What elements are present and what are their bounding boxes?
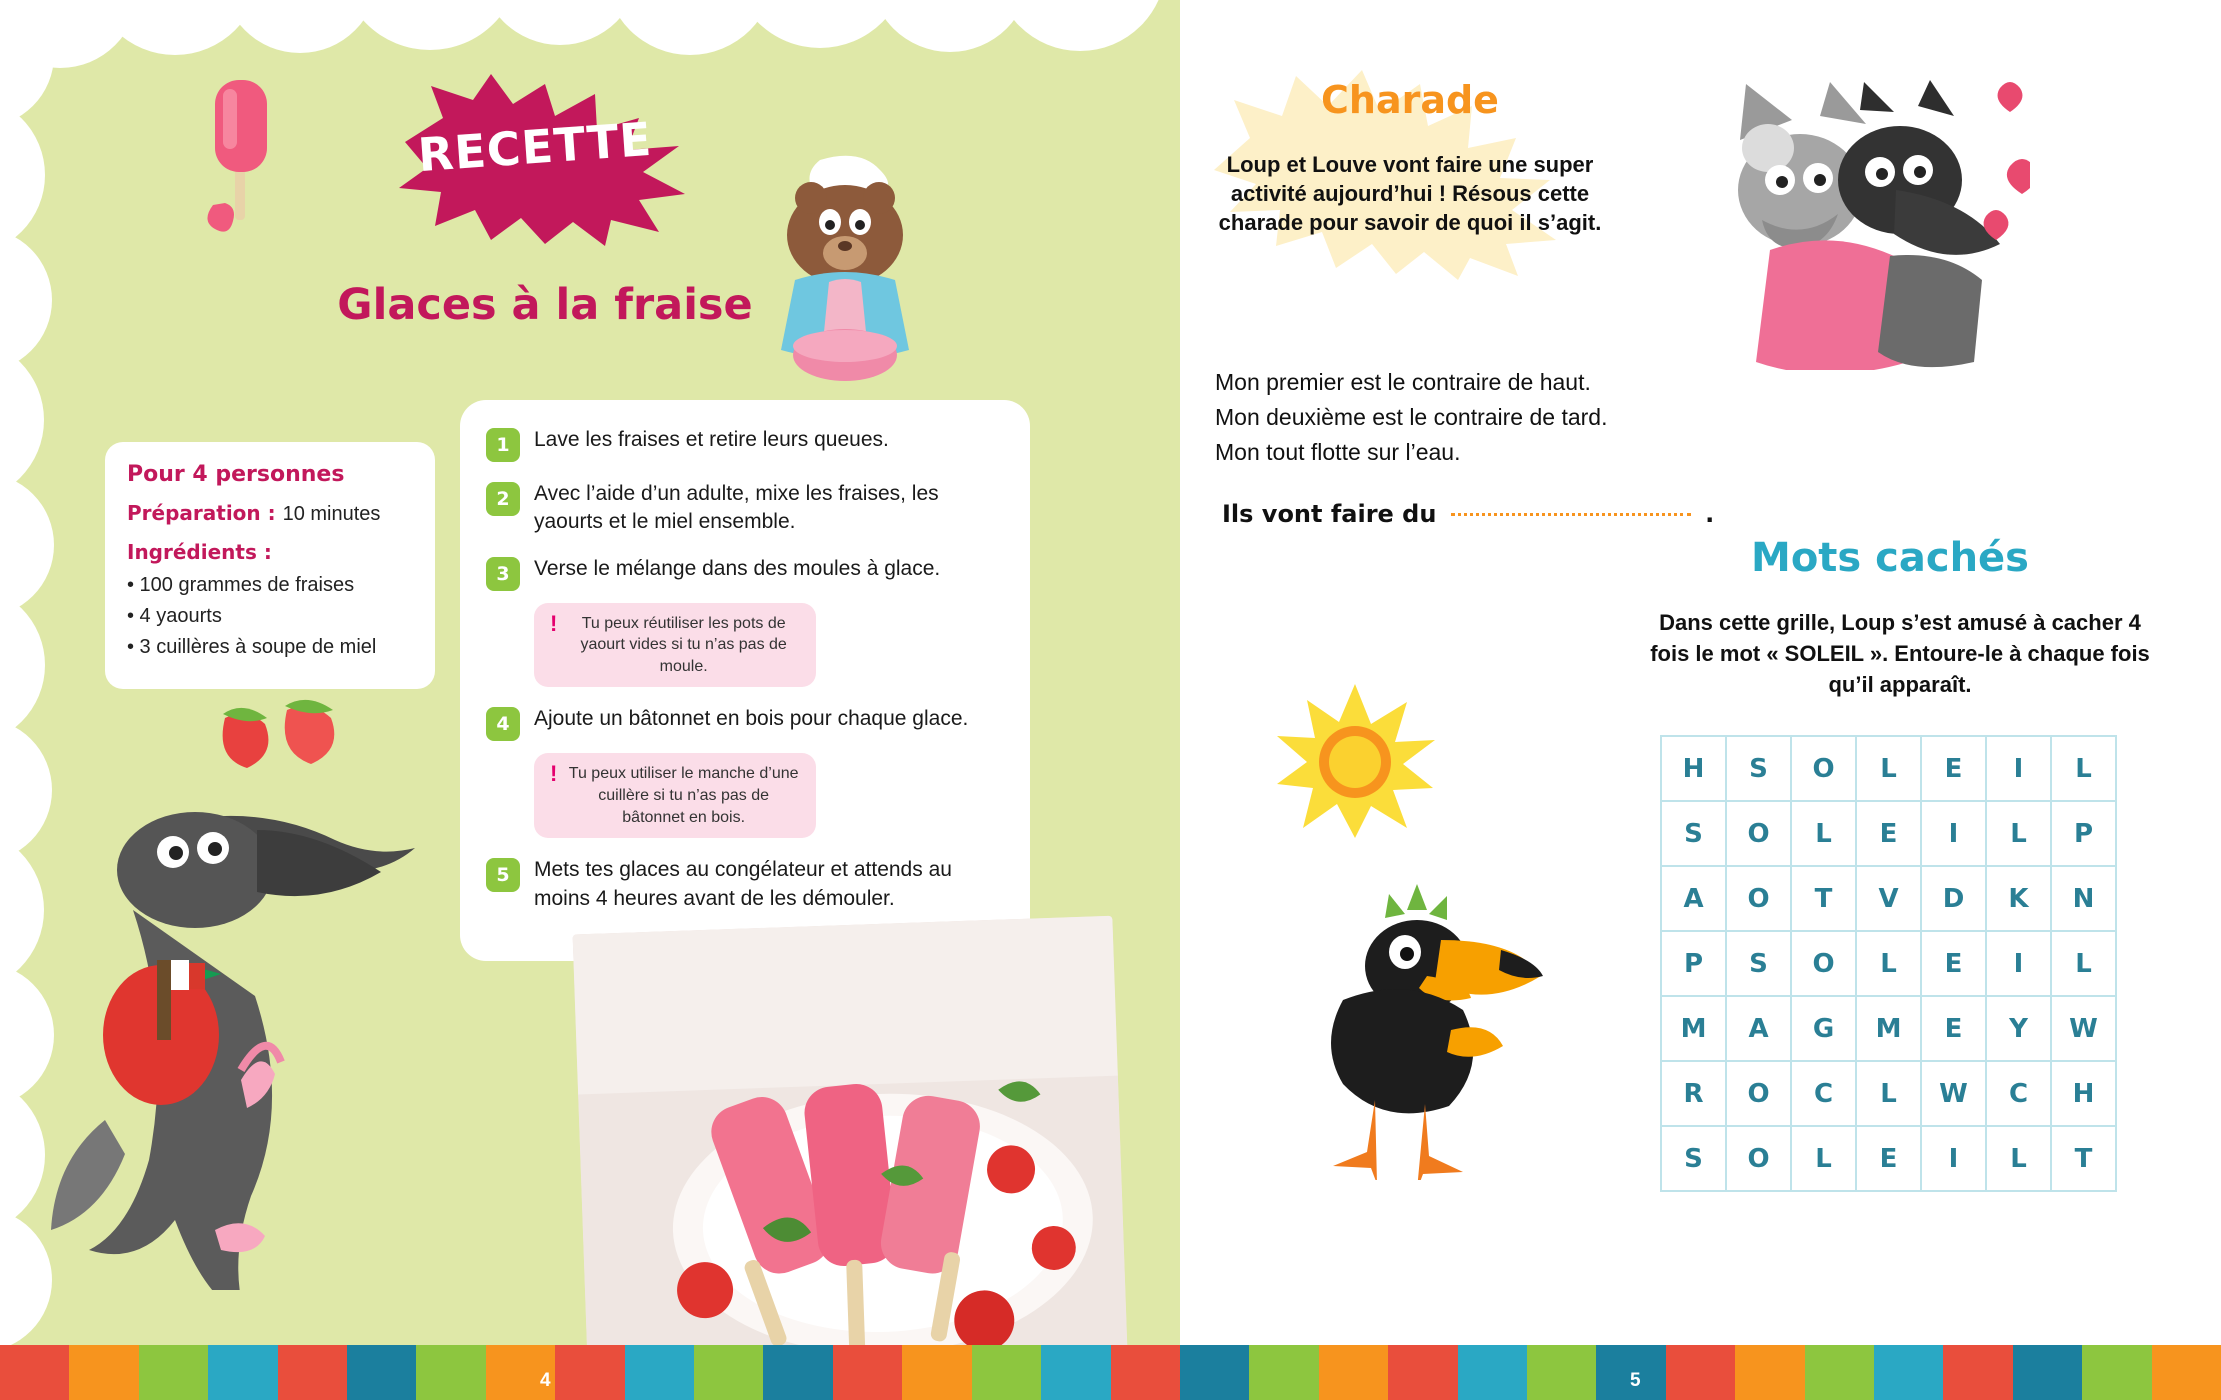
prep-label: Préparation : [127,501,276,525]
recipe-title: Glaces à la fraise [337,280,753,330]
grid-cell[interactable]: R [1661,1061,1726,1126]
color-square [2152,1345,2221,1400]
grid-cell[interactable]: I [1986,931,2051,996]
charade-intro: Loup et Louve vont faire une super activité aujourd’hui ! Résous cette charade pour savoir de quoi il s’agit. [1218,152,1602,236]
grid-cell[interactable]: E [1921,996,1986,1061]
color-square [1666,1345,1735,1400]
sun-illustration [1275,680,1435,840]
steps-card [460,400,1030,961]
grid-cell[interactable]: P [1661,931,1726,996]
color-square [1943,1345,2012,1400]
charade-title: Charade [1321,78,1499,122]
list-item: • 4 yaourts [127,605,222,627]
color-square [902,1345,971,1400]
step-text: Ajoute un bâtonnet en bois pour chaque glace. [534,707,969,731]
grid-cell[interactable]: T [1791,866,1856,931]
tip-box [534,603,816,688]
exclamation-icon: ! [550,610,558,636]
color-square [694,1345,763,1400]
grid-cell[interactable]: M [1661,996,1726,1061]
color-square [278,1345,347,1400]
grid-cell[interactable]: L [1856,736,1921,801]
charade-answer-suffix: . [1705,500,1715,528]
grid-cell[interactable]: I [1921,1126,1986,1191]
grid-cell[interactable]: C [1986,1061,2051,1126]
color-square [1180,1345,1249,1400]
color-square [1249,1345,1318,1400]
mots-caches-title: Mots cachés [1751,535,2029,581]
grid-cell[interactable]: E [1921,736,1986,801]
grid-cell[interactable]: L [2051,736,2116,801]
color-square [625,1345,694,1400]
grid-cell[interactable]: O [1726,801,1791,866]
step-text: Verse le mélange dans des moules à glace. [534,556,941,580]
grid-cell[interactable]: L [1986,1126,2051,1191]
color-square [1874,1345,1943,1400]
grid-cell[interactable]: L [1856,1061,1921,1126]
grid-cell[interactable]: I [1921,801,1986,866]
color-square [1388,1345,1457,1400]
color-square [1735,1345,1804,1400]
bear-cook-illustration [725,150,955,400]
ingredients-list [127,570,413,663]
loup-et-louve-illustration [1700,80,2030,370]
step-number: 4 [486,707,520,741]
charade-riddle-lines [1215,365,1775,470]
charade-answer-row [1222,500,1714,528]
color-square [972,1345,1041,1400]
prep-row [127,501,413,526]
grid-cell[interactable]: H [2051,1061,2116,1126]
tip-box [534,753,816,838]
grid-cell[interactable]: I [1986,736,2051,801]
charade-answer-prefix: Ils vont faire du [1222,500,1437,528]
grid-cell[interactable]: Y [1986,996,2051,1061]
page-number-right: 5 [1630,1370,1641,1391]
grid-cell[interactable]: O [1726,1126,1791,1191]
grid-cell[interactable]: T [2051,1126,2116,1191]
recipe-step [486,705,1004,741]
table-row [1661,996,2116,1061]
recipe-burst [395,72,675,227]
strawberry-popsicles-photo [573,916,1128,1370]
color-square [0,1345,69,1400]
step-text: Avec l’aide d’un adulte, mixe les fraises, les yaourts et le miel ensemble. [534,482,939,534]
table-row [1661,801,2116,866]
recipe-step [486,856,1004,913]
page-number-left: 4 [540,1370,551,1391]
charade-line: Mon deuxième est le contraire de tard. [1215,403,1608,430]
servings-label: Pour 4 personnes [127,462,345,487]
table-row [1661,1126,2116,1191]
wolf-with-backpack-illustration [45,790,465,1290]
list-item: • 100 grammes de fraises [127,574,355,596]
grid-cell[interactable]: L [1791,801,1856,866]
recipe-step [486,555,1004,591]
grid-cell[interactable]: S [1726,931,1791,996]
color-square [1041,1345,1110,1400]
charade-line: Mon tout flotte sur l’eau. [1215,438,1461,465]
grid-cell[interactable]: G [1791,996,1856,1061]
toucan-illustration [1265,880,1595,1180]
grid-cell[interactable]: S [1661,801,1726,866]
grid-cell[interactable]: S [1661,1126,1726,1191]
step-number: 2 [486,482,520,516]
color-square [347,1345,416,1400]
grid-cell[interactable]: W [2051,996,2116,1061]
step-number: 3 [486,557,520,591]
list-item: • 3 cuillères à soupe de miel [127,636,377,658]
grid-cell[interactable]: E [1856,1126,1921,1191]
color-square [763,1345,832,1400]
color-square [1805,1345,1874,1400]
color-square [69,1345,138,1400]
table-row [1661,866,2116,931]
color-square [2082,1345,2151,1400]
recipe-step [486,426,1004,462]
mots-caches-instructions: Dans cette grille, Loup s’est amusé à cacher 4 fois le mot « SOLEIL ». Entoure-le à chaque fois qu’il apparaît. [1650,610,2150,697]
color-square [833,1345,902,1400]
table-row [1661,931,2116,996]
ingredients-label: Ingrédients : [127,540,272,564]
grid-cell[interactable]: S [1726,736,1791,801]
strawberries-illustration [205,690,365,775]
grid-cell[interactable]: V [1856,866,1921,931]
recipe-step [486,480,1004,537]
hearts-illustration [1984,82,2030,240]
grid-cell[interactable]: C [1791,1061,1856,1126]
recipe-burst-label: RECETTE [416,111,654,183]
grid-cell[interactable]: E [1856,801,1921,866]
grid-cell[interactable]: O [1726,866,1791,931]
step-text: Mets tes glaces au congélateur et attends au moins 4 heures avant de les démouler. [534,858,952,910]
color-square [1527,1345,1596,1400]
color-square [208,1345,277,1400]
grid-cell[interactable]: K [1986,866,2051,931]
step-text: Lave les fraises et retire leurs queues. [534,428,889,451]
grid-cell[interactable]: N [2051,866,2116,931]
bottom-color-strip [0,1345,2221,1400]
table-row [1661,736,2116,801]
grid-cell[interactable]: W [1921,1061,1986,1126]
color-square [1319,1345,1388,1400]
prep-value: 10 minutes [282,503,381,525]
grid-cell[interactable]: L [2051,931,2116,996]
grid-cell[interactable]: A [1726,996,1791,1061]
charade-answer-blank[interactable] [1451,513,1691,516]
tip-text: Tu peux utiliser le manche d’une cuillère si tu n’as pas de bâtonnet en bois. [568,765,799,826]
grid-cell[interactable]: L [1986,801,2051,866]
grid-cell[interactable]: P [2051,801,2116,866]
color-square [416,1345,485,1400]
color-square [2013,1345,2082,1400]
word-search-grid[interactable] [1660,735,2117,1192]
tip-text: Tu peux réutiliser les pots de yaourt vides si tu n’as pas de moule. [580,614,787,675]
grid-cell[interactable]: O [1726,1061,1791,1126]
grid-cell[interactable]: L [1791,1126,1856,1191]
color-square [1111,1345,1180,1400]
exclamation-icon: ! [550,761,558,787]
grid-cell[interactable]: L [1856,931,1921,996]
color-square [555,1345,624,1400]
step-number: 5 [486,858,520,892]
step-number: 1 [486,428,520,462]
charade-line: Mon premier est le contraire de haut. [1215,369,1591,395]
grid-cell[interactable]: H [1661,736,1726,801]
grid-cell[interactable]: E [1921,931,1986,996]
grid-cell[interactable]: O [1791,736,1856,801]
grid-cell[interactable]: O [1791,931,1856,996]
grid-cell[interactable]: M [1856,996,1921,1061]
color-square [139,1345,208,1400]
table-row [1661,1061,2116,1126]
color-square [1458,1345,1527,1400]
ingredients-card [105,442,435,689]
grid-cell[interactable]: D [1921,866,1986,931]
grid-cell[interactable]: A [1661,866,1726,931]
popsicle-illustration [205,65,295,235]
